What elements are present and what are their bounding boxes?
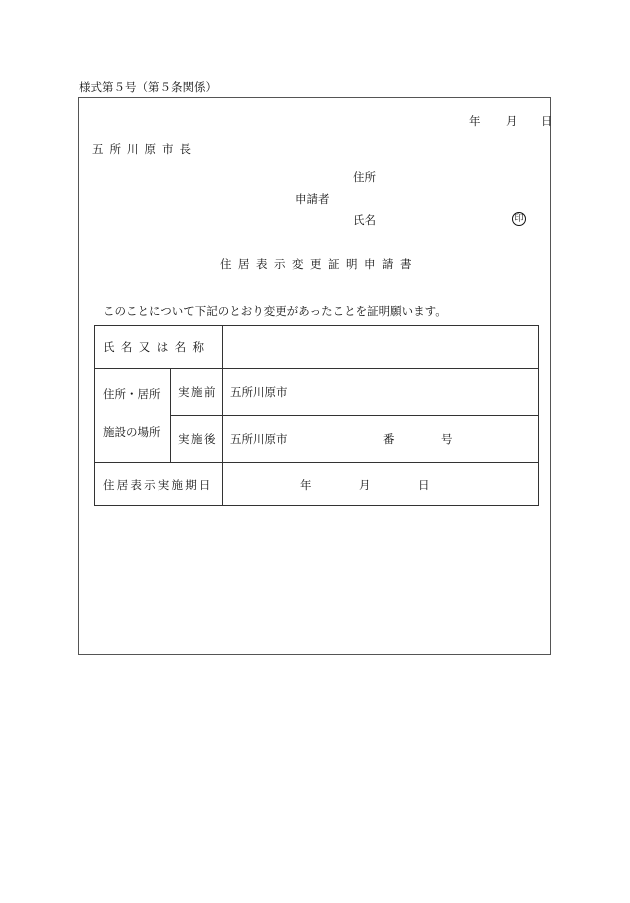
name-or-title-field[interactable] — [223, 326, 538, 368]
applicant-name-label: 氏名 — [353, 213, 376, 227]
table-rule — [95, 368, 538, 369]
date-day-label: 日 — [541, 114, 553, 128]
after-label: 実施後 — [178, 432, 217, 446]
table-rule — [95, 462, 538, 463]
implementation-day-label: 日 — [418, 478, 430, 492]
form-number: 様式第５号（第５条関係） — [79, 80, 217, 94]
before-value[interactable]: 五所川原市 — [230, 385, 288, 399]
applicant-label: 申請者 — [295, 192, 330, 206]
implementation-month-label: 月 — [359, 478, 371, 492]
table-rule — [170, 368, 171, 462]
after-value[interactable]: 五所川原市 — [230, 432, 288, 446]
before-label: 実施前 — [178, 385, 217, 399]
after-go-label: 号 — [441, 432, 453, 446]
after-ban-label: 番 — [383, 432, 395, 446]
address-label-line2: 施設の場所 — [103, 425, 161, 439]
table-rule — [170, 415, 538, 416]
request-table — [94, 325, 539, 506]
seal-mark: 印 — [512, 212, 526, 226]
addressee: 五所川原市長 — [92, 142, 197, 156]
implementation-year-label: 年 — [300, 478, 312, 492]
address-label-line1: 住所・居所 — [103, 387, 161, 401]
intro-text: このことについて下記のとおり変更があったことを証明願います。 — [103, 304, 447, 318]
name-or-title-label: 氏名又は名称 — [103, 340, 211, 354]
implementation-date-label: 住居表示実施期日 — [103, 478, 213, 492]
applicant-address-label: 住所 — [353, 170, 376, 184]
document-title: 住居表示変更証明申請書 — [220, 257, 418, 271]
date-year-label: 年 — [469, 114, 481, 128]
date-month-label: 月 — [506, 114, 518, 128]
